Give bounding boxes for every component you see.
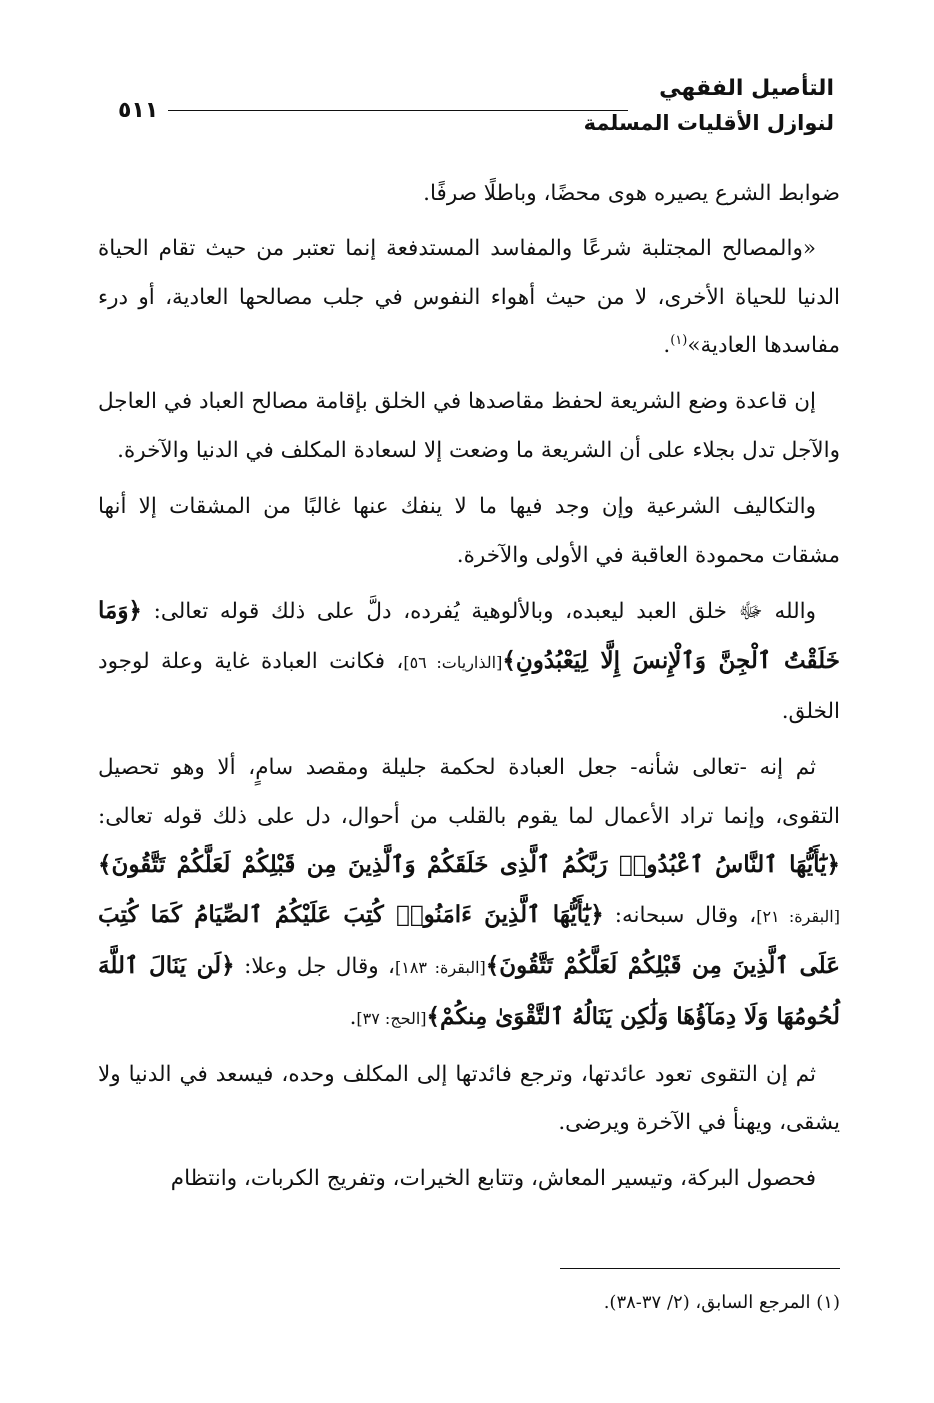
paragraph-7: ثم إن التقوى تعود عائدتها، وترجع فائدتها إلى المكلف وحده، فيسعد في الدنيا ولا يشقى، ويهنأ في الآخرة ويرضى. [98,1061,840,1136]
paragraph-3: إن قاعدة وضع الشريعة لحفظ مقاصدها في الخلق بإقامة مصالح العباد في العاجل والآجل تدل بجلاء على أن الشريعة ما وضعت إلا لسعادة المكلف في الدنيا والآخرة. [98,389,840,463]
page-number: ٥١١ [118,98,159,123]
footnote-divider [560,1268,840,1269]
quotation-text: «والمصالح المجتلبة شرعًا والمفاسد المستدفعة إنما تعتبر من حيث تقام الحياة الدنيا للحياة الأخرى، لا من حيث أهواء النفوس في جلب مصالحها العادية، أو درء مفاسدها العادية» [98,235,840,359]
paragraph-8: فحصول البركة، وتيسير المعاش، وتتابع الخيرات، وتفريج الكربات، وانتظام [170,1166,816,1192]
paragraph-5 [98,587,840,736]
quran-verse: ﴿وَمَا خَلَقْتُ ٱلْجِنَّ وَٱلْإِنسَ إِلَّا لِيَعْبُدُونِ﴾ [98,597,841,675]
paragraph-5-intro: والله ﷻ خلق العبد ليعبده، وبالألوهية يُفرده، دلَّ على ذلك قوله تعالى: [153,599,816,625]
paragraph-6-connector: ، وقال جل وعلا: [244,953,395,979]
verse-reference: [البقرة: ١٨٣] [394,957,486,977]
quran-verse: ﴿لَن يَنَالَ ٱللَّهَ لُحُومُهَا وَلَا دِمَآؤُهَا وَلَٰكِن يَنَالُهُ ٱلتَّقْوَىٰ مِنكُمْ﴾ [98,951,840,1030]
running-title-line2: لنوازل الأقليات المسلمة [583,111,834,135]
running-title-line1: التأصيل الفقهي [659,76,834,101]
quran-verse: ﴿يَٰٓأَيُّهَا ٱلنَّاسُ ٱعْبُدُوا۟ رَبَّكُمُ ٱلَّذِى خَلَقَكُمْ وَٱلَّذِينَ مِن قَبْلِكُمْ لَعَلَّكُمْ تَتَّقُونَ﴾ [98,851,840,879]
body-text [98,170,840,1211]
footnote-reference[interactable]: (١) [670,333,688,349]
quran-verse: ﴿يَٰٓأَيُّهَا ٱلَّذِينَ ءَامَنُوا۟ كُتِبَ عَلَيْكُمُ ٱلصِّيَامُ كَمَا كُتِبَ عَلَى ٱلَّذِينَ مِن قَبْلِكُمْ لَعَلَّكُمْ تَتَّقُونَ﴾ [98,901,841,979]
verse-reference: [الذاريات: ٥٦] [403,653,503,673]
verse-reference: [البقرة: ٢١] [756,907,840,927]
page-header [110,72,834,152]
paragraph-4: والتكاليف الشرعية وإن وجد فيها ما لا ينفك عنها غالبًا من المشقات إلا أنها مشقات محمودة العاقبة في الأولى والآخرة. [98,493,840,568]
paragraph-2: «والمصالح المجتلبة شرعًا والمفاسد المستدفعة إنما تعتبر من حيث تقام الحياة الدنيا للحياة الأخرى، لا من حيث أهواء النفوس في جلب مصالحها العادية، أو درء مفاسدها العادية»$^{(١)}$. [98,235,840,359]
header-divider [168,110,628,111]
footnote: (١) المرجع السابق، (٢/ ٣٧-٣٨). [603,1292,840,1313]
paragraph-5-conclusion: ، فكانت العبادة غاية وعلة لوجود الخلق. [98,649,840,724]
paragraph-6-connector: ، وقال سبحانه: [614,903,757,929]
paragraph-6-intro: ثم إنه -تعالى شأنه- جعل العبادة لحكمة جليلة ومقصد سامٍ، ألا وهو تحصيل التقوى، وإنما تراد الأعمال لما يقوم بالقلب من أحوال، دل على ذلك قوله تعالى: [98,754,840,829]
paragraph-6 [98,744,840,1044]
verse-reference: [الحج: ٣٧] [356,1008,427,1028]
running-title [584,72,834,140]
paragraph-1: ضوابط الشرع يصيره هوى محضًا، وباطلًا صرفًا. [423,181,840,206]
paragraph-6-end: . [349,1004,357,1030]
